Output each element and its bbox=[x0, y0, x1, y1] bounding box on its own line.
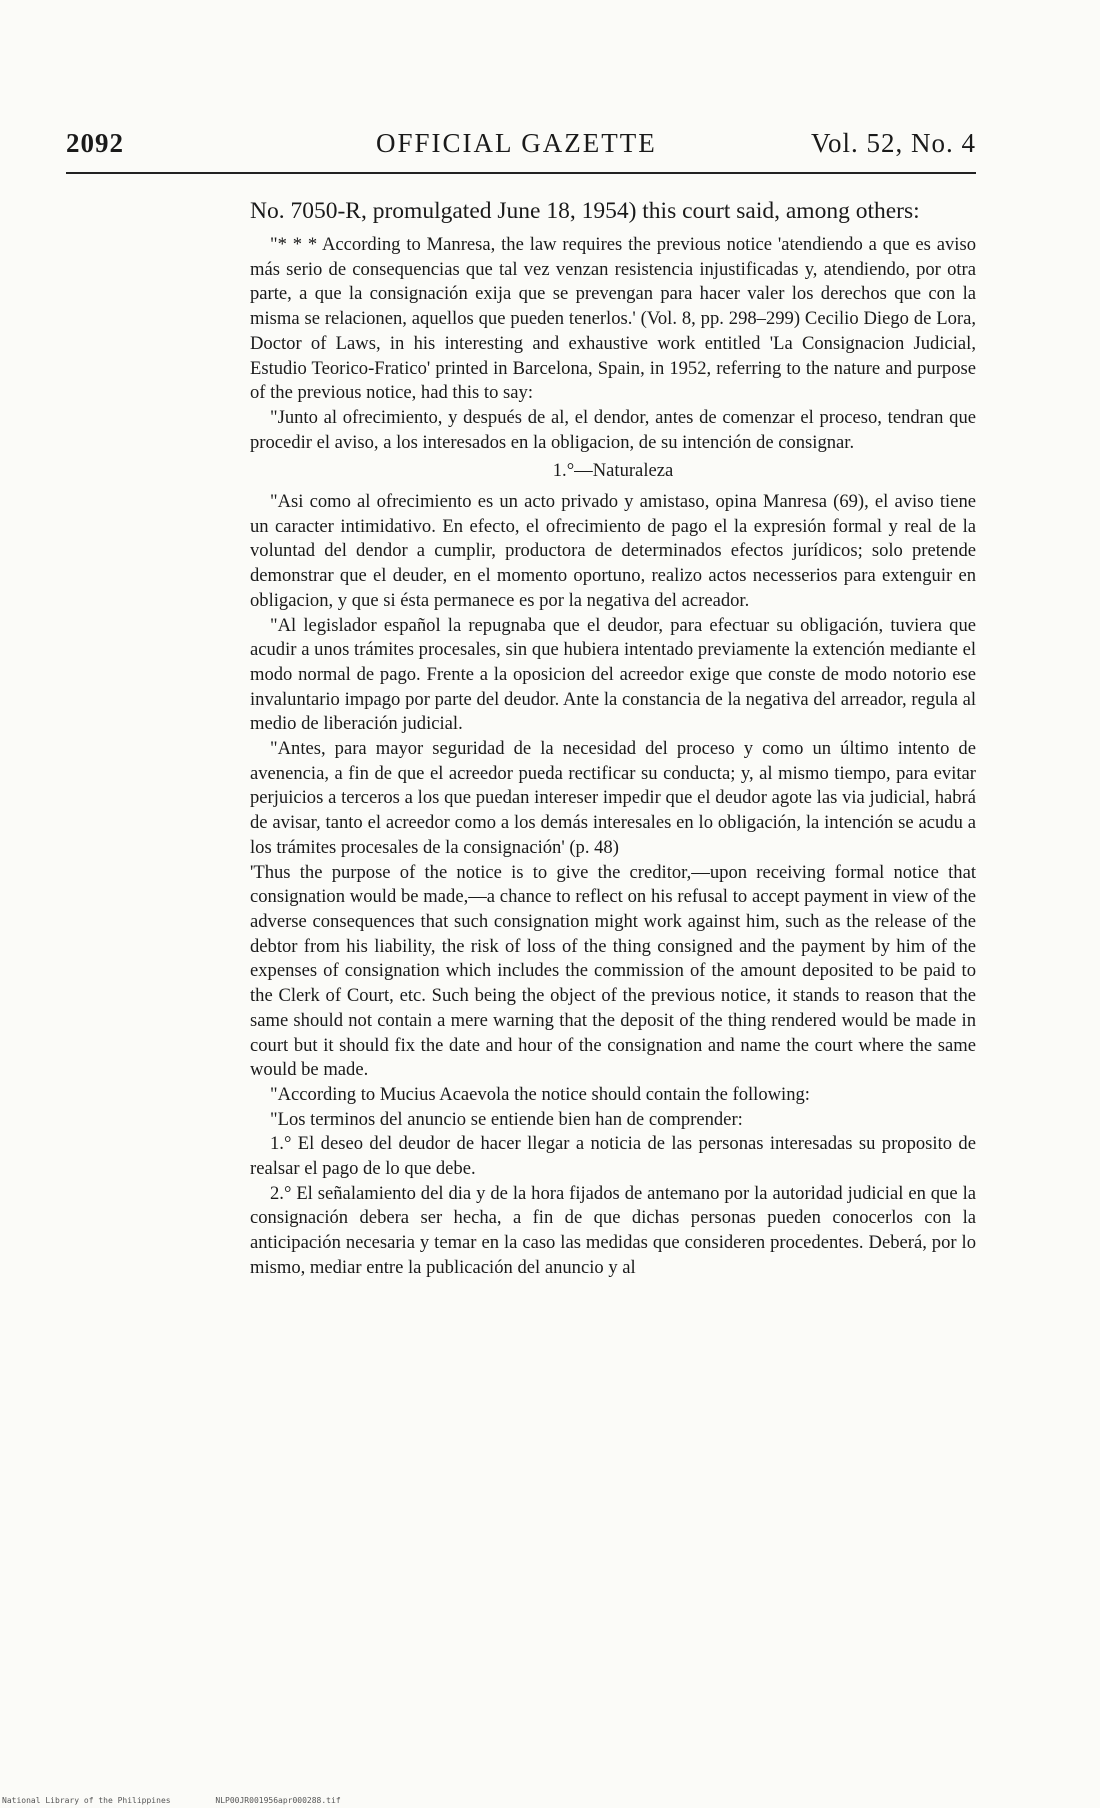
footer-library: National Library of the Philippines bbox=[2, 1796, 171, 1805]
list-item: 2.° El señalamiento del dia y de la hora fijados de antemano por la autoridad judicial en que la consignación debera ser hecha, a fin de que dichas personas pueden conocerlos con la anticipación necesaria y temar en la caso las medidas que consideren procedentes. Deberá, por lo mismo, mediar entre la publicación del anuncio y al bbox=[250, 1182, 976, 1278]
publication-title: OFFICIAL GAZETTE bbox=[376, 128, 657, 158]
body-text bbox=[250, 196, 976, 1281]
paragraph: "Junto al ofrecimiento, y después de al, el dendor, antes de comenzar el proceso, tendran que procedir el aviso, a los interesados en la obligacion, de su intención de consignar. bbox=[250, 406, 976, 453]
paragraph: "Al legislador español la repugnaba que el deudor, para efectuar su obligación, tuviera que acudir a unos trámites procesales, sin que hubiera intentado previamente la extención mediante el modo normal de pago. Frente a la oposicion del acreedor exige que conste de modo notorio ese invaluntario impago por parte del deudor. Ante la constancia de la negativa del arreador, regula al medio de liberación judicial. bbox=[250, 614, 976, 735]
lead-line: No. 7050-R, promulgated June 18, 1954) this court said, among others: bbox=[250, 198, 920, 224]
header-rule bbox=[66, 172, 976, 174]
page-header bbox=[66, 128, 976, 168]
paragraph: "According to Mucius Acaevola the notice should contain the following: bbox=[270, 1083, 810, 1105]
paragraph: 'Thus the purpose of the notice is to give the creditor,—upon receiving formal notice that consignation would be made,—a chance to reflect on his refusal to accept payment in view of the adverse consequences that such consignation might work against him, such as the release of the debtor from his liability, the risk of loss of the thing consigned and the payment by him of the expenses of consignation which includes the commission of the amount deposited to be paid to the Clerk of Court, etc. Such being the object of the previous notice, it stands to reason that the same should not contain a mere warning that the deposit of the thing rendered would be made in court but it should fix the date and hour of the consignation and name the court where the same would be made. bbox=[250, 861, 976, 1081]
paragraph: "Los terminos del anuncio se entiende bien han de comprender: bbox=[270, 1108, 743, 1130]
list-item: 1.° El deseo del deudor de hacer llegar a noticia de las personas interesadas su proposito de realsar el pago de lo que debe. bbox=[250, 1133, 976, 1180]
paragraph: "* * * According to Manresa, the law requires the previous notice 'atendiendo a que es aviso más serio de consequencias que tal vez venzan resistencia injustificadas y, atendiendo, por otra parte, a que la consignación exija que se prevengan para hacer valer los derechos que con la misma se relacionen, aquellos que pueden tenerlos.' (Vol. 8, pp. 298–299) Cecilio Diego de Lora, Doctor of Laws, in his interesting and exhaustive work entitled 'La Consignacion Judicial, Estudio Teorico-Fratico' printed in Barcelona, Spain, in 1952, referring to the nature and purpose of the previous notice, had this to say: bbox=[250, 234, 976, 404]
paragraph: "Asi como al ofrecimiento es un acto privado y amistaso, opina Manresa (69), el aviso tiene un caracter intimidativo. En efecto, el ofrecimiento de pago el la expresión formal y real de la voluntad del dendor a cumplir, productora de determinados efectos jurídicos; solo pretende demonstrar que el deuder, en el momento oportuno, realizo actos necesserios para extenguir en obligacion, y que si ésta permanece es por la negativa del acreador. bbox=[250, 491, 976, 611]
section-heading: 1.°—Naturaleza bbox=[552, 460, 674, 482]
scan-footer bbox=[2, 1796, 381, 1805]
volume-number: Vol. 52, No. 4 bbox=[810, 128, 976, 158]
page-number: 2092 bbox=[66, 128, 124, 158]
footer-filename: NLP00JR001956apr000288.tif bbox=[215, 1796, 341, 1805]
paragraph: "Antes, para mayor seguridad de la necesidad del proceso y como un último intento de avenencia, a fin de que el acreedor pueda rectificar su conducta; y, al mismo tiempo, para evitar perjuicios a terceros a los que puedan intereser impedir que el deudor agote las via judicial, habrá de avisar, tanto el acreedor como a los demás interesales en lo obligación, la intención se acudu a los trámites procesales de la consignación' (p. 48) bbox=[250, 738, 976, 858]
